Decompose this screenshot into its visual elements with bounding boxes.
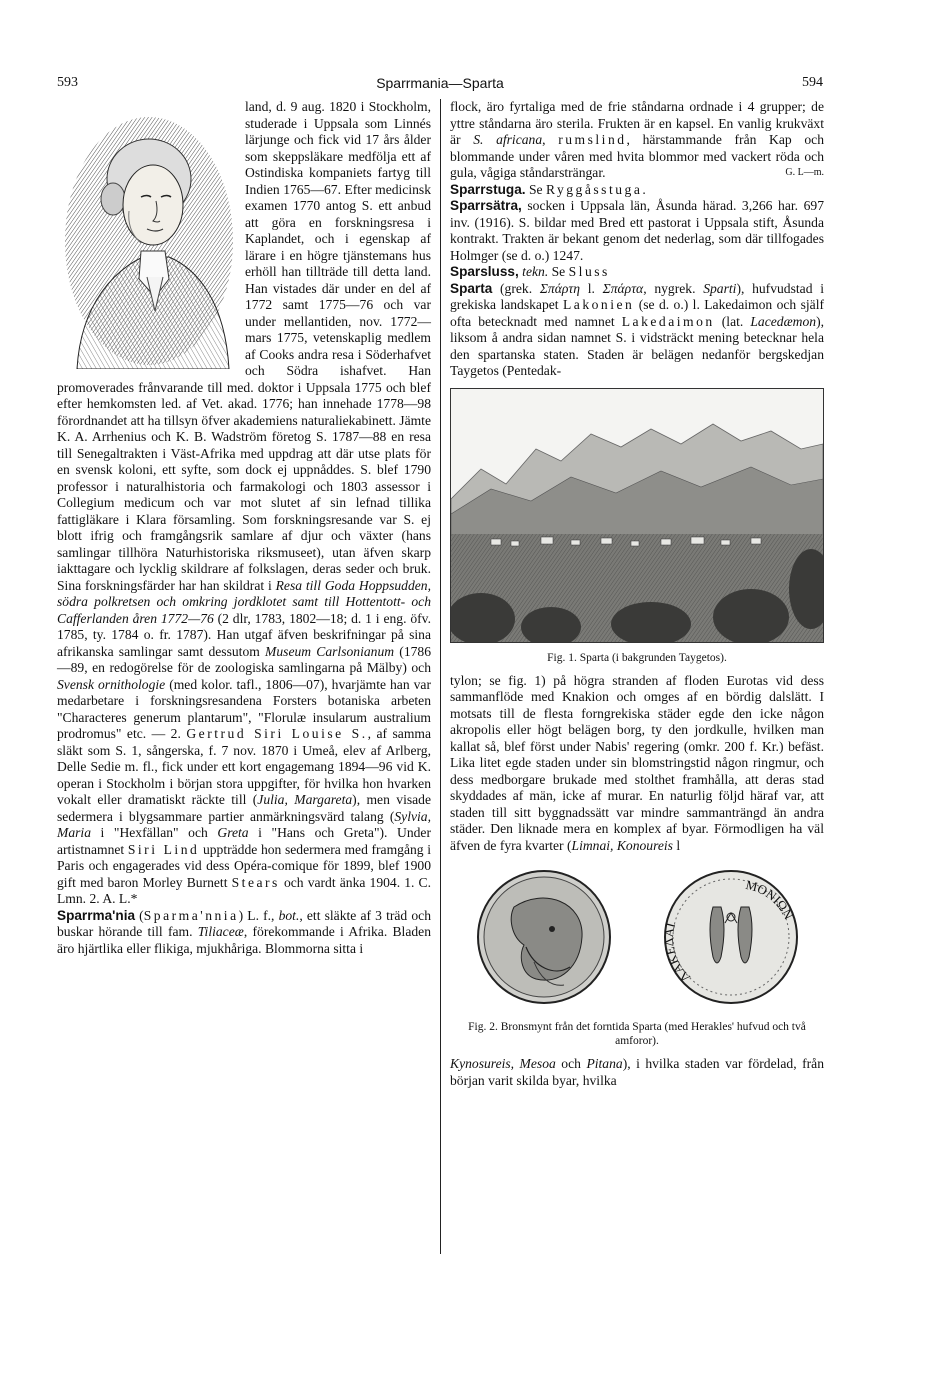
running-title: Sparrmania—Sparta bbox=[376, 75, 504, 91]
coin-obverse-drawing bbox=[474, 867, 614, 1007]
sparrmania-continuation: flock, äro fyrtaliga med de frie ståndarna ordnade i 4 grupper; de yttre ståndarna äro sterila. Frukten är en kapsel. En vanlig krukväxt är S. africana, rumslind, härstammande från Kap och blommande under våren med hvita blommor med vackert röda och gula, vågiga ståndarsträngar. G. L—m. bbox=[450, 99, 824, 180]
coin-obverse-herakles bbox=[474, 867, 614, 1007]
coin-legend-left: ΛΑΚΕΔΑΙ bbox=[660, 921, 693, 986]
page-number-right: 594 bbox=[802, 75, 823, 90]
page-header bbox=[57, 75, 823, 95]
figure-bronze-coin bbox=[450, 862, 824, 1048]
headword-sparta: Sparta bbox=[450, 280, 493, 296]
sparrmania-entry: Sparrma'nia (Sparma'nnia) L. f., bot., ett släkte af 3 träd och buskar hörande till fam. Tiliaceæ, förekommande i Afrika. Bladen äro hjärtlika eller flikiga, mjukhåriga. Blommorna sitta i bbox=[57, 907, 431, 956]
portrait-engraving bbox=[57, 101, 237, 369]
figure1-caption: Fig. 1. Sparta (i bakgrunden Taygetos). bbox=[547, 651, 727, 664]
right-column bbox=[450, 99, 824, 1089]
sparrman-entry-continuation: land, d. 9 aug. 1820 i Stockholm, studerade i Uppsala som Linnés lärjunge och fick vid 17 års ålder som skeppsläkare medfölja ett af Ostindiska kompaniets fartyg till Indien 1765—67. Efter medicinsk examen 1770 antog S. ett anbud att göra en forskningsresa i Kaplandet, och i egenskap af lärare i en högre tjänstemans hus erhöll han tillträde till detta land. Han vistades där under en del af 1772 samt 1775—76 och var under mellantiden, nov. 1772—mars 1775, vetenskaplig medlem af Cooks andra resa i Söderhafvet och Södra ishafvet. Han promoverades frånvarande till med. doktor i Uppsala 1775 och blef efter hemkomsten led. af Vet. akad. 1776; han innehade 1778—98 förordnandet att ha tillsyn öfver akademiens naturaliekabinett. Jämte K. A. Arrhenius och K. B. Wadström företog S. 1787—88 en resa till Senegaltrakten i Väst-Afrika med uppdrag att där utse plats för en svensk koloni, ett syfte, som dock ej uppnåddes. S. blef 1790 professor i naturalhistoria och farmakologi och 1803 assessor i Collegium medicum och var mot slutet af sin lefnad tillika fattigläkare i Klara församling. Som forskningsresande var S. ej blott ifrig och framgångsrik samlare af djur och växter (hans samlingar tillhöra Naturhistoriska riksmuseet), utan äfven skarp iakttagare och lycklig skildrare af folkslagen, deras seder och bruk. Sina forskningsfärder har han skildrat i Resa till Goda Hoppsudden, södra polkretsen och omkring jordklotet samt till Hottentott- och Cafferlanden åren 1772—76 (2 dlr, 1783, 1802—18; d. 1 i eng. öfv. 1785, ty. 1784 o. fr. 1787). Han utgaf äfven beskrifningar på sina afrikanska samlingar samt dessutom Museum Carlsonianum (1786—89, en redogörelse för de zoologiska samlingarna på Mälby) och Svensk ornithologie (med kolor. tafl., 1806—07), hvarjämte han var medarbetare i forskningsresandena Forsters botaniska arbeten "Characteres generum plantarum", "Florulæ insularum australium prodromus" etc. — 2. Gertrud Siri Louise S., af samma släkt som S. 1, sångerska, f. 7 nov. 1870 i Umeå, elev af Arlberg, Delle Sedie m. fl., fick under ett kort engagemang 1894—96 vid K. operan i Stockholm i början stora uppgifter, för hvilka hon hvarken vokalt eller dramatiskt räckte till (Julia, Margareta), men visade sedermera i blygsammare partier anmärkningsvärd talang (Sylvia, Maria i "Hexfällan" och Greta i "Hans och Greta"). Under artistnamnet Siri Lind uppträdde hon sedermera med framgång i Paris och engagerades vid dess Opéra-comique för 1899, blef 1900 gift med baron Morley Burnett Stears och vardt änka 1904. 1. C. Lmn. 2. A. L.* bbox=[57, 99, 432, 906]
sparsluss-entry: Sparsluss, tekn. Se Sluss bbox=[450, 264, 610, 279]
coin-reverse-drawing bbox=[661, 867, 801, 1007]
portrait-sparrman bbox=[57, 101, 237, 369]
sparrsatra-entry: Sparrsätra, socken i Uppsala län, Åsunda härad. 3,266 har. 697 inv. (1916). S. bildar med Bred ett pastorat i Uppsala stift, Åsunda kontrakt. Trakten är bekant genom det nederlag, som där tillfogades Holmger (se d. o.) 1247. bbox=[450, 198, 824, 263]
figure-sparta-view bbox=[450, 388, 824, 665]
left-column bbox=[57, 99, 431, 957]
coin-images bbox=[450, 862, 824, 1012]
landscape-illustration bbox=[451, 389, 823, 642]
stage-name: Siri Lind bbox=[127, 841, 200, 857]
headword-sparrmania: Sparrma'nia bbox=[57, 907, 136, 923]
sparta-landscape-image bbox=[450, 388, 824, 643]
page-number-left: 593 bbox=[57, 75, 78, 90]
sparta-text-continued: tylon; se fig. 1) på högra stranden af floden Eurotas vid dess sammanflöde med Knakion och omges af en bördig dalslätt. I motsats till de flesta forngrekiska städer egde den icke någon akropolis eller högt belägen borg, ty den jordkulle, hvilken man kallat så, blef först under Nabis' regering (omkr. 200 f. Kr.) befäst. Lika litet egde staden under sin blomstringstid någon ringmur, och dess medborgare brukade med stolthet framhålla, att deras stad skyddades af män, icke af murar. En naturlig följd häraf var, att staden till sitt byggnadssätt var mindre sammanträngd än andra städer. Den liknade mera en komplex af byar. Förmodligen ha väl äfven de fyra kvarter (Limnai, Konoureis l bbox=[450, 672, 824, 853]
column-divider bbox=[440, 99, 441, 1254]
person-name-gertrud: Gertrud Siri Louise S. bbox=[186, 726, 368, 741]
figure2-caption: Fig. 2. Bronsmynt från det forntida Sparta (med Herakles' hufvud och två amforor). bbox=[468, 1021, 806, 1047]
sparrstuga-entry: Sparrstuga. Se Ryggåsstuga. bbox=[450, 181, 646, 197]
author-signature: G. L—m. bbox=[785, 167, 824, 178]
sparta-entry: Sparta (grek. Σπάρτη l. Σπάρτα, nygrek. Sparti), hufvudstad i grekiska landskapet Lakonien (se d. o.) l. Lakedaimon och själf ofta betecknadt med namnet Lakedaimon (lat. Lacedæmon), liksom å andra sidan namnet S. i vidsträckt mening betecknar hela den spartanska staten. Staden är belägen nedanför bergskedjan Taygetos (Pentedak- bbox=[450, 280, 824, 378]
coin-legend-right: ΜΟΝΙΩΝ bbox=[743, 877, 796, 922]
headword-sparrsatra: Sparrsätra, bbox=[450, 198, 522, 213]
headword-sparrstuga: Sparrstuga. bbox=[450, 181, 526, 197]
sparta-text-end: Kynosureis, Mesoa och Pitana), i hvilka staden var fördelad, från början varit skilda byar, hvilka bbox=[450, 1056, 824, 1088]
headword-sparsluss: Sparsluss, bbox=[450, 264, 519, 279]
coin-reverse-amphorae bbox=[661, 867, 801, 1007]
